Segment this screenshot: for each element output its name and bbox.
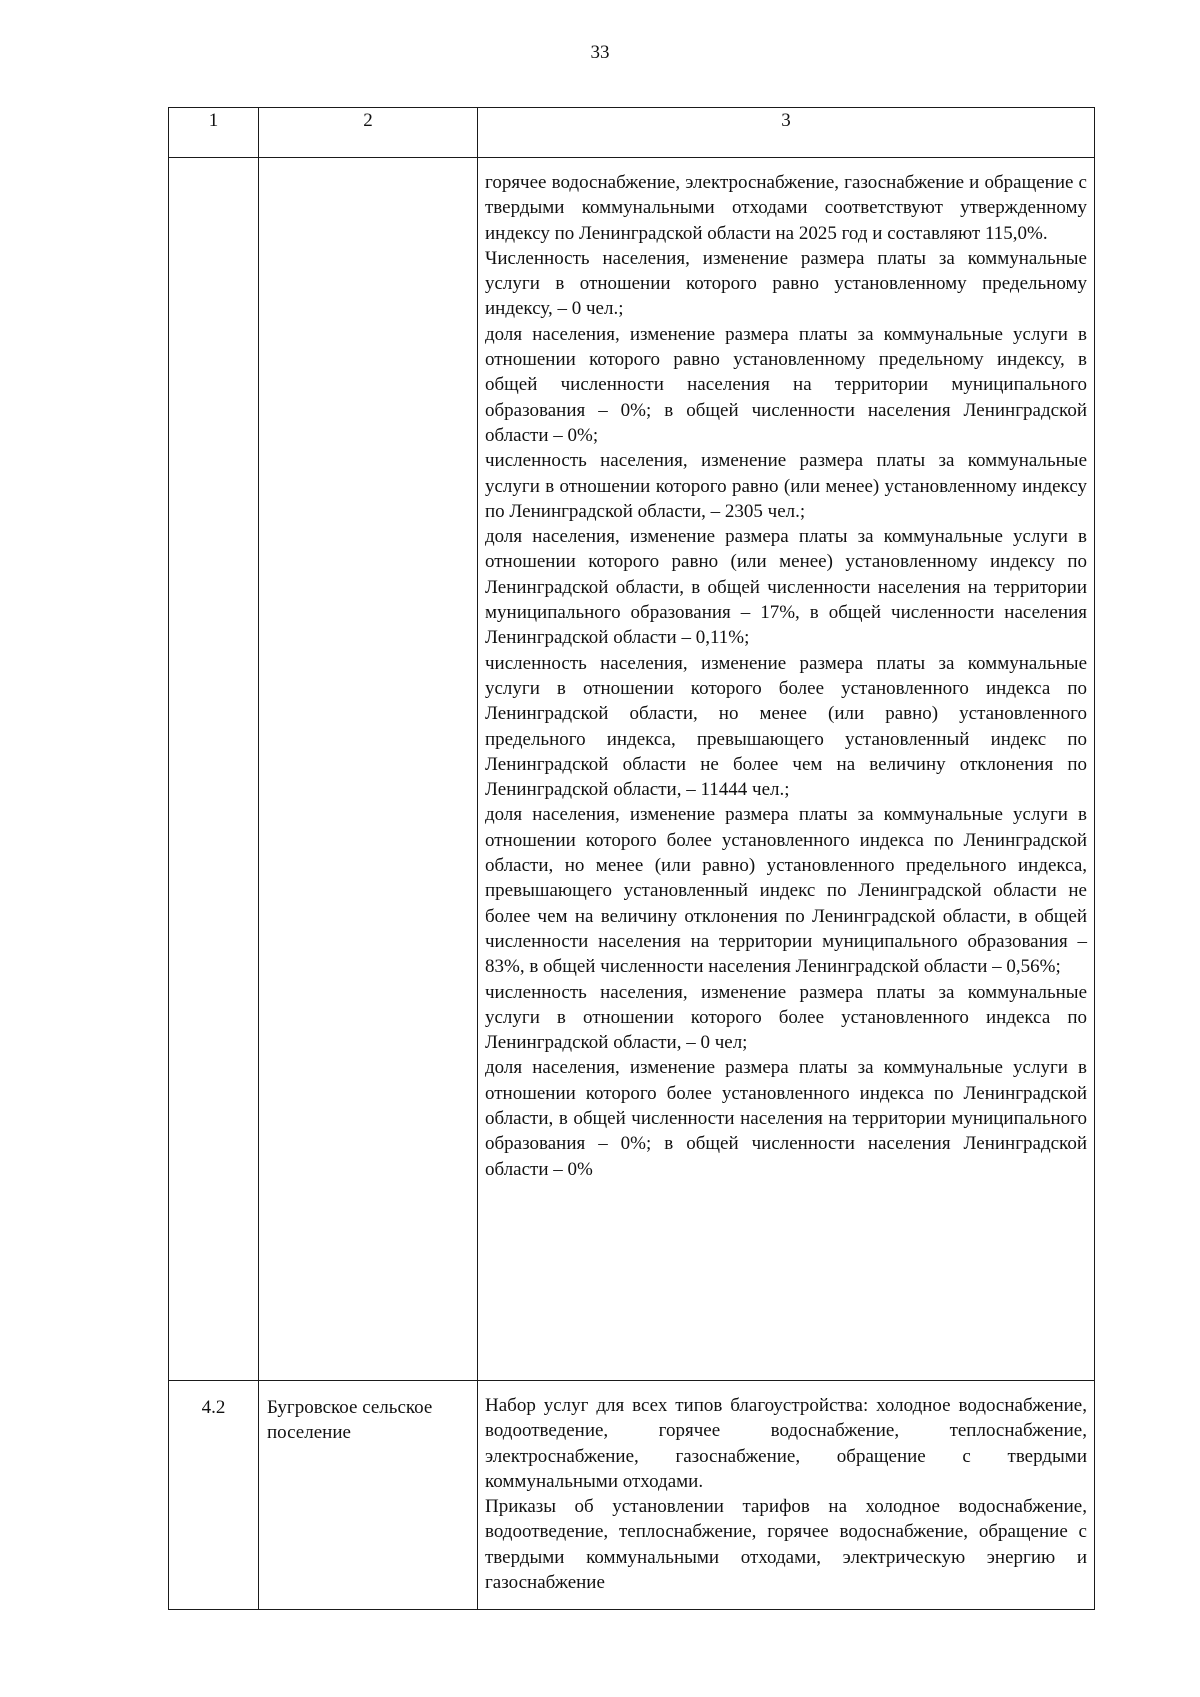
paragraph: численность населения, изменение размера платы за коммунальные услуги в отношении которого равно (или менее) установленному индексу по Ленинградской области, – 2305 чел.; [485, 450, 1087, 522]
description-cell [478, 158, 1095, 1381]
row-number-cell: 4.2 [169, 1381, 259, 1610]
document-table [168, 107, 1095, 1610]
paragraph: Численность населения, изменение размера платы за коммунальные услуги в отношении которого равно установленному предельному индексу, – 0 чел.; [485, 247, 1087, 320]
header-cell-2: 2 [259, 108, 478, 158]
paragraph: численность населения, изменение размера платы за коммунальные услуги в отношении которого более установленного индекса по Ленинградской области, – 0 чел; [485, 981, 1087, 1054]
table-row-continued [169, 158, 1095, 1381]
table-row-4-2 [169, 1381, 1095, 1610]
header-cell-1: 1 [169, 108, 259, 158]
description-cell [478, 1381, 1095, 1610]
paragraph: доля населения, изменение размера платы за коммунальные услуги в отношении которого равно установленному предельному индексу, в общей численности населения на территории муниципального образования – 0%; в общей численности населения Ленинградской области – 0%; [485, 323, 1087, 446]
settlement-name-cell [259, 158, 478, 1381]
paragraph: доля населения, изменение размера платы за коммунальные услуги в отношении которого более установленного индекса по Ленинградской области, в общей численности населения на территории муниципального образования – 0%; в общей численности населения Ленинградской области – 0% [485, 1057, 1087, 1180]
row-number-cell [169, 158, 259, 1381]
paragraph: горячее водоснабжение, электроснабжение, газоснабжение и обращение с твердыми коммунальными отходами соответствуют утвержденному индексу по Ленинградской области на 2025 год и составляют 115,0%. [485, 172, 1087, 244]
paragraph: доля населения, изменение размера платы за коммунальные услуги в отношении которого более установленного индекса по Ленинградской области, но менее (или равно) установленного предельного индекса, превышающего установленный индекс по Ленинградской области не более чем на величину отклонения по Ленинградской области, в общей численности населения на территории муниципального образования – 83%, в общей численности населения Ленинградской области – 0,56%; [485, 804, 1087, 978]
paragraph: Набор услуг для всех типов благоустройства: холодное водоснабжение, водоотведение, горячее водоснабжение, теплоснабжение, электроснабжение, газоснабжение, обращение с твердыми коммунальными отходами. [485, 1395, 1087, 1492]
page-number: 33 [590, 42, 610, 63]
settlement-name-cell: Бугровское сельское поселение [259, 1381, 478, 1610]
paragraph: доля населения, изменение размера платы за коммунальные услуги в отношении которого равно (или менее) установленному индексу по Ленинградской области, в общей численности населения на территории муниципального образования – 17%, в общей численности населения Ленинградской области – 0,11%; [485, 526, 1087, 649]
paragraph: численность населения, изменение размера платы за коммунальные услуги в отношении которого более установленного индекса по Ленинградской области, но менее (или равно) установленного предельного индекса, превышающего установленный индекс по Ленинградской области не более чем на величину отклонения по Ленинградской области, – 11444 чел.; [485, 652, 1087, 801]
table-header-row [169, 108, 1095, 158]
header-cell-3: 3 [478, 108, 1095, 158]
paragraph: Приказы об установлении тарифов на холодное водоснабжение, водоотведение, теплоснабжение, горячее водоснабжение, обращение с твердыми коммунальными отходами, электрическую энергию и газоснабжение [485, 1496, 1087, 1594]
